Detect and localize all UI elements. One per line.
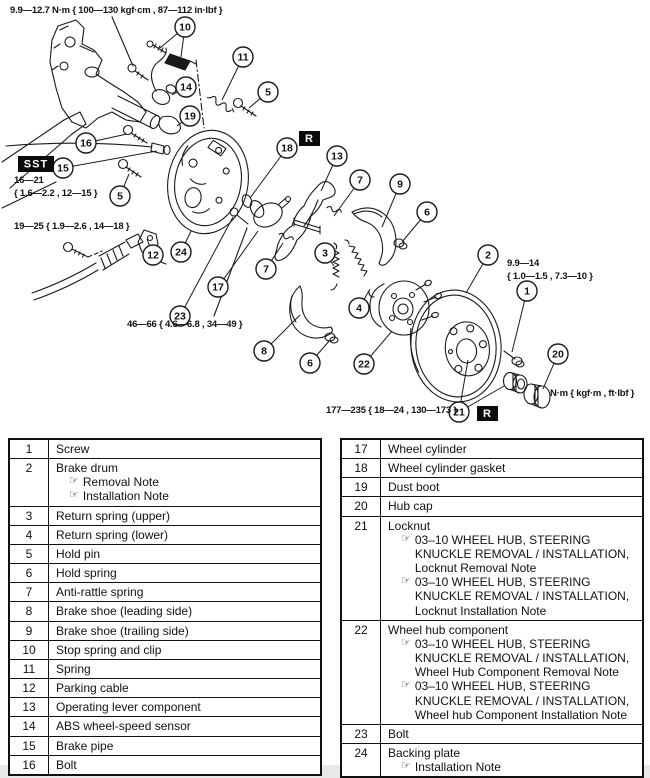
part-name: Brake drum bbox=[56, 461, 119, 476]
brake-shoe-trailing-drawing bbox=[352, 208, 396, 265]
callout-5 bbox=[249, 82, 278, 108]
brake-shoe-leading-drawing bbox=[290, 286, 333, 338]
part-number: 23 bbox=[341, 724, 381, 743]
table-row bbox=[9, 564, 321, 583]
callout-2 bbox=[466, 245, 498, 293]
backing-plate-drawing bbox=[160, 124, 257, 240]
note-pointer-icon: ☞ bbox=[401, 679, 411, 692]
callout-number: 17 bbox=[212, 281, 224, 294]
callout-4 bbox=[349, 289, 370, 318]
callout-19 bbox=[177, 106, 200, 126]
part-description-cell bbox=[49, 439, 322, 459]
table-row bbox=[9, 659, 321, 678]
part-number: 1 bbox=[9, 439, 49, 459]
sst-tag bbox=[18, 156, 54, 172]
part-number: 19 bbox=[341, 478, 381, 497]
part-name: Spring bbox=[56, 661, 91, 676]
callout-leader-line bbox=[63, 151, 157, 168]
note-pointer-icon: ☞ bbox=[401, 760, 411, 773]
part-description-cell bbox=[381, 497, 644, 516]
callout-number: 18 bbox=[281, 142, 293, 155]
callout-16 bbox=[76, 133, 127, 153]
part-note bbox=[401, 637, 636, 679]
part-name: Hub cap bbox=[388, 499, 433, 514]
part-name: Hold spring bbox=[56, 566, 117, 581]
part-number: 9 bbox=[9, 621, 49, 640]
parts-table-left bbox=[8, 438, 322, 776]
part-description-cell bbox=[49, 602, 322, 621]
callout-14 bbox=[172, 77, 196, 97]
parts-legend bbox=[8, 438, 644, 778]
callout-number: 4 bbox=[356, 302, 362, 315]
torque-spec-label: 9.9—12.7 N·m { 100—130 kgf·cm , 87—112 in·lbf } bbox=[10, 5, 223, 16]
part-name: Anti-rattle spring bbox=[56, 585, 144, 600]
callout-9 bbox=[382, 174, 410, 227]
diagram-overlay bbox=[10, 5, 635, 422]
callout-number: 1 bbox=[524, 285, 530, 298]
table-row bbox=[341, 497, 643, 516]
table-row bbox=[341, 439, 643, 459]
part-note bbox=[69, 475, 314, 489]
r-tag bbox=[299, 131, 320, 146]
callout-number: 19 bbox=[184, 110, 196, 123]
callout-5 bbox=[110, 174, 130, 206]
spring-11-drawing bbox=[207, 94, 236, 115]
hold-spring-drawing bbox=[325, 239, 407, 343]
diagram-line-art bbox=[2, 17, 550, 408]
part-description-cell bbox=[381, 459, 644, 478]
part-note bbox=[69, 489, 314, 503]
callout-6 bbox=[402, 202, 437, 242]
locknut-hubcap-drawing bbox=[504, 373, 551, 409]
part-number: 12 bbox=[9, 679, 49, 698]
callout-15 bbox=[53, 151, 157, 178]
callout-number: 16 bbox=[80, 137, 92, 150]
callout-number: 12 bbox=[147, 249, 159, 262]
callout-number: 5 bbox=[265, 86, 271, 99]
r-tag bbox=[477, 406, 498, 421]
table-row bbox=[9, 459, 321, 506]
table-row bbox=[9, 717, 321, 736]
part-name: Parking cable bbox=[56, 681, 129, 696]
part-number: 10 bbox=[9, 640, 49, 659]
torque-spec-label: 19—25 { 1.9—2.6 , 14—18 } bbox=[14, 221, 130, 232]
part-description-cell bbox=[49, 564, 322, 583]
part-description-cell bbox=[49, 717, 322, 736]
callout-number: 7 bbox=[263, 263, 269, 276]
part-name: Wheel hub component bbox=[388, 622, 509, 637]
note-pointer-icon: ☞ bbox=[69, 489, 79, 502]
torque-leader-line bbox=[214, 228, 247, 316]
callout-number: 14 bbox=[180, 81, 192, 94]
callout-1 bbox=[512, 281, 537, 352]
note-pointer-icon: ☞ bbox=[401, 575, 411, 588]
callout-22 bbox=[354, 331, 392, 374]
torque-spec-label: 9.9—14 { 1.0—1.5 , 7.3—10 } bbox=[507, 258, 593, 282]
part-description-cell bbox=[49, 736, 322, 755]
table-row bbox=[9, 602, 321, 621]
part-note bbox=[401, 679, 636, 721]
note-text: Removal Note bbox=[82, 475, 159, 490]
callout-number: 6 bbox=[307, 357, 313, 370]
part-description-cell bbox=[49, 755, 322, 775]
part-name: Brake shoe (trailing side) bbox=[56, 623, 189, 638]
note-text: 03–10 WHEEL HUB, STEERING KNUCKLE REMOVAL / INSTALLATION, Locknut Installation Note bbox=[414, 575, 630, 618]
part-number: 17 bbox=[341, 439, 381, 459]
torque-spec-label: N·m { kgf·m , ft·lbf } bbox=[550, 388, 635, 399]
part-name: Brake shoe (leading side) bbox=[56, 604, 193, 619]
table-row bbox=[341, 478, 643, 497]
part-description-cell bbox=[49, 679, 322, 698]
callout-number: 24 bbox=[175, 246, 187, 259]
part-number: 2 bbox=[9, 459, 49, 506]
note-text: 03–10 WHEEL HUB, STEERING KNUCKLE REMOVAL / INSTALLATION, Wheel Hub Component Removal Note bbox=[414, 636, 630, 680]
screw-drawing bbox=[504, 351, 524, 367]
part-description-cell bbox=[49, 621, 322, 640]
tag-label: R bbox=[483, 408, 492, 420]
part-description-cell bbox=[49, 525, 322, 544]
part-name: Wheel cylinder bbox=[388, 442, 467, 456]
part-name: Bolt bbox=[388, 726, 409, 741]
part-name: Stop spring and clip bbox=[56, 642, 162, 657]
parts-table-right bbox=[340, 438, 644, 778]
callout-3 bbox=[315, 243, 335, 266]
part-number: 13 bbox=[9, 698, 49, 717]
part-name: Bolt bbox=[56, 757, 77, 772]
wheel-cylinder-drawing bbox=[241, 193, 291, 231]
callout-number: 3 bbox=[322, 247, 328, 260]
brake-drum-drawing bbox=[405, 286, 506, 407]
table-row bbox=[9, 506, 321, 525]
callout-24 bbox=[171, 231, 191, 262]
callout-10 bbox=[160, 17, 195, 57]
part-number: 11 bbox=[9, 659, 49, 678]
part-description-cell bbox=[381, 516, 644, 620]
note-text: 03–10 WHEEL HUB, STEERING KNUCKLE REMOVAL / INSTALLATION, Locknut Removal Note bbox=[414, 532, 630, 576]
part-description-cell bbox=[381, 478, 644, 497]
callout-number: 21 bbox=[453, 406, 465, 419]
table-row bbox=[341, 459, 643, 478]
part-name: Hold pin bbox=[56, 546, 101, 561]
callout-number: 8 bbox=[261, 345, 267, 358]
note-pointer-icon: ☞ bbox=[401, 636, 411, 649]
part-number: 15 bbox=[9, 736, 49, 755]
part-number: 21 bbox=[341, 516, 381, 620]
callout-number: 22 bbox=[358, 358, 370, 371]
callout-13 bbox=[321, 146, 347, 191]
part-description-cell bbox=[49, 659, 322, 678]
part-number: 5 bbox=[9, 544, 49, 563]
table-row bbox=[9, 439, 321, 459]
part-note bbox=[401, 760, 636, 774]
torque-leader-line bbox=[112, 17, 133, 66]
table-row bbox=[341, 724, 643, 743]
table-row bbox=[9, 755, 321, 775]
part-name: Wheel cylinder gasket bbox=[388, 461, 506, 476]
torque-spec-label: 16—21 { 1.6—2.2 , 12—15 } bbox=[14, 175, 98, 199]
part-description-cell bbox=[49, 459, 322, 506]
part-number: 18 bbox=[341, 459, 381, 478]
dust-boot-drawing bbox=[159, 116, 181, 134]
callout-6 bbox=[300, 340, 330, 373]
callout-20 bbox=[543, 344, 568, 389]
part-description-cell bbox=[49, 544, 322, 563]
torque-spec-label: 46—66 { 4.6—6.8 , 34—49 } bbox=[127, 319, 243, 330]
callout-number: 23 bbox=[174, 310, 186, 323]
callout-11 bbox=[222, 47, 253, 100]
part-name: ABS wheel-speed sensor bbox=[56, 719, 191, 734]
callout-12 bbox=[143, 239, 163, 265]
part-number: 4 bbox=[9, 525, 49, 544]
part-name: Operating lever component bbox=[56, 700, 201, 715]
part-note bbox=[401, 575, 636, 617]
table-row bbox=[9, 544, 321, 563]
part-name: Brake pipe bbox=[56, 738, 114, 753]
part-number: 7 bbox=[9, 583, 49, 602]
tag-label: R bbox=[305, 133, 314, 145]
table-row bbox=[9, 679, 321, 698]
torque-spec-label: 177—235 { 18—24 , 130—173 } bbox=[326, 405, 457, 416]
part-number: 14 bbox=[9, 717, 49, 736]
part-number: 22 bbox=[341, 620, 381, 724]
part-description-cell bbox=[49, 640, 322, 659]
note-pointer-icon: ☞ bbox=[401, 532, 411, 545]
part-number: 16 bbox=[9, 755, 49, 775]
part-description-cell bbox=[381, 439, 644, 459]
callout-number: 5 bbox=[117, 190, 123, 203]
table-row bbox=[9, 698, 321, 717]
note-text: Installation Note bbox=[82, 489, 169, 504]
part-number: 24 bbox=[341, 743, 381, 777]
callout-7 bbox=[334, 170, 370, 216]
part-number: 20 bbox=[341, 497, 381, 516]
callout-18 bbox=[250, 138, 297, 198]
part-name: Locknut bbox=[388, 518, 431, 533]
table-row bbox=[9, 583, 321, 602]
table-row bbox=[9, 736, 321, 755]
callout-number: 9 bbox=[397, 178, 403, 191]
part-description-cell bbox=[381, 743, 644, 777]
note-text: 03–10 WHEEL HUB, STEERING KNUCKLE REMOVAL / INSTALLATION, Wheel hub Component Installation Note bbox=[414, 679, 630, 722]
part-name: Return spring (upper) bbox=[56, 508, 171, 523]
table-row bbox=[9, 621, 321, 640]
part-description-cell bbox=[49, 698, 322, 717]
parking-cable-drawing bbox=[32, 230, 166, 300]
part-name: Return spring (lower) bbox=[56, 527, 169, 542]
callout-number: 2 bbox=[485, 249, 491, 262]
part-note bbox=[401, 533, 636, 575]
callout-number: 15 bbox=[57, 162, 69, 175]
part-number: 6 bbox=[9, 564, 49, 583]
callout-leader-line bbox=[180, 217, 233, 316]
table-row bbox=[341, 620, 643, 724]
knuckle-drawing bbox=[50, 20, 162, 130]
part-name: Backing plate bbox=[388, 745, 461, 760]
table-row bbox=[341, 743, 643, 777]
part-description-cell bbox=[381, 724, 644, 743]
table-row bbox=[9, 640, 321, 659]
part-description-cell bbox=[49, 506, 322, 525]
return-springs-drawing bbox=[331, 240, 374, 297]
part-name: Dust boot bbox=[388, 480, 440, 495]
callout-number: 10 bbox=[179, 21, 191, 34]
tag-label: SST bbox=[23, 158, 49, 171]
part-description-cell bbox=[381, 620, 644, 724]
part-name: Screw bbox=[56, 442, 90, 456]
part-description-cell bbox=[49, 583, 322, 602]
callout-number: 11 bbox=[237, 51, 249, 64]
callout-8 bbox=[254, 315, 300, 361]
callout-number: 6 bbox=[424, 206, 430, 219]
part-number: 3 bbox=[9, 506, 49, 525]
part-number: 8 bbox=[9, 602, 49, 621]
callout-number: 7 bbox=[357, 174, 363, 187]
table-row bbox=[341, 516, 643, 620]
wheel-hub-drawing bbox=[370, 279, 442, 335]
table-row bbox=[9, 525, 321, 544]
callout-number: 20 bbox=[552, 348, 564, 361]
callout-number: 13 bbox=[331, 150, 343, 163]
note-pointer-icon: ☞ bbox=[69, 475, 79, 488]
note-text: Installation Note bbox=[414, 760, 501, 775]
